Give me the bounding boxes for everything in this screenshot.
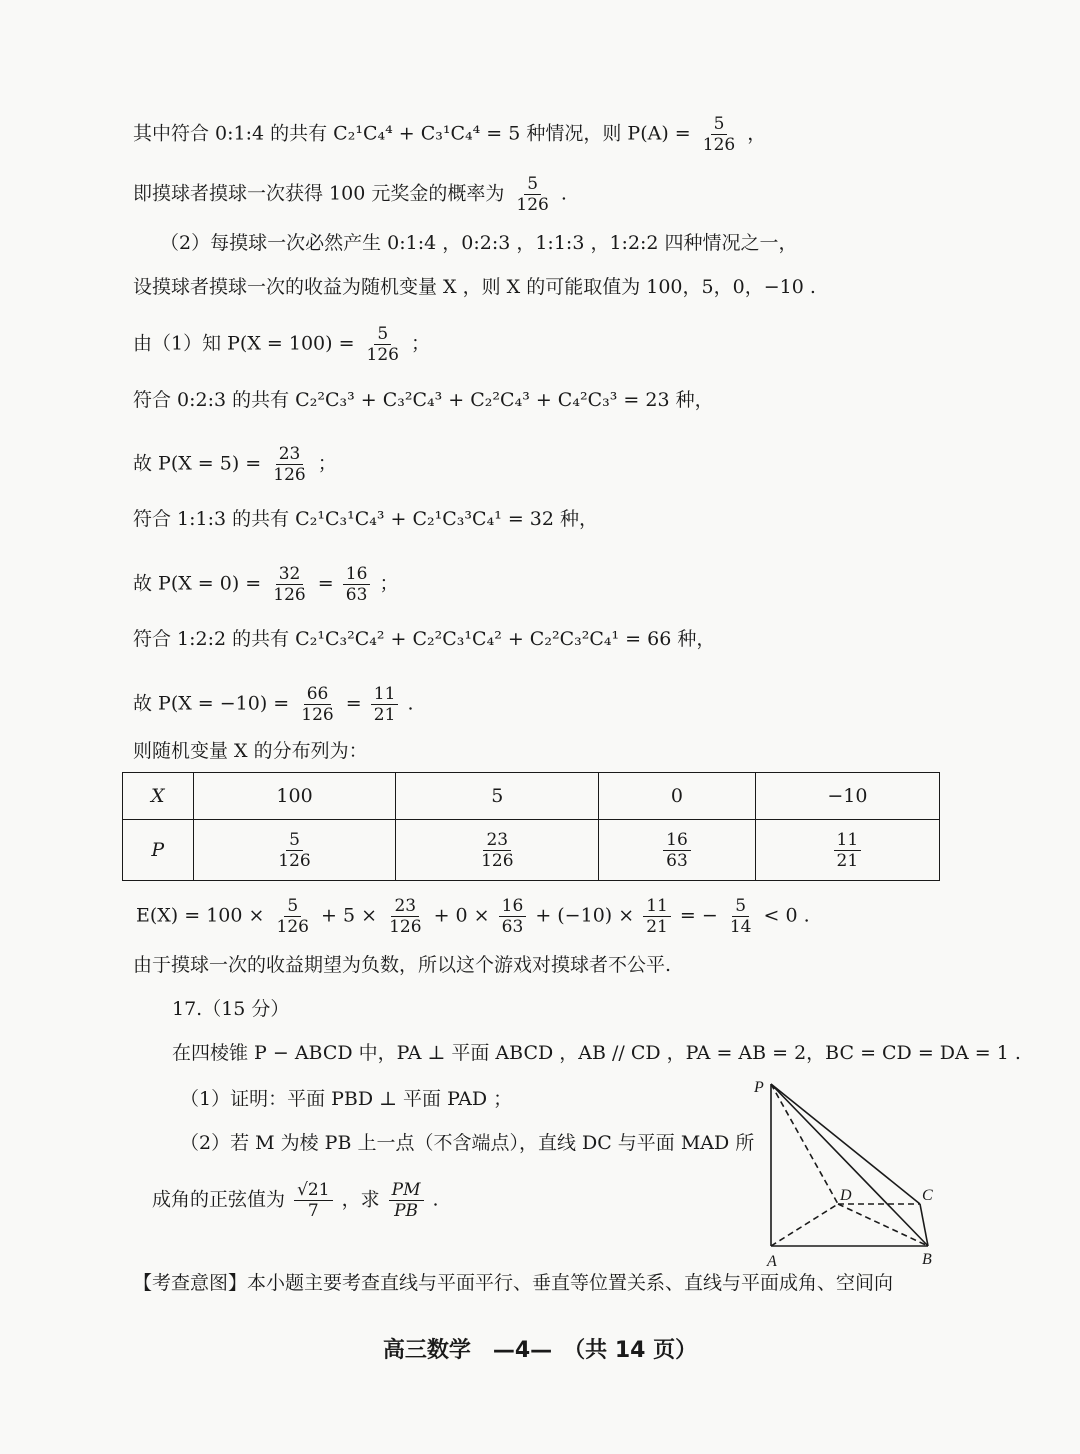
label-D: D <box>840 1187 852 1204</box>
table-cell <box>396 820 599 881</box>
numerator: 16 <box>663 830 691 851</box>
label-C: C <box>922 1187 933 1204</box>
text-segment: 其中符合 0:1:4 的共有 C₂¹C₄⁴ + C₃¹C₄⁴ = 5 种情况，则 P(A) = <box>133 122 691 145</box>
numerator: 66 <box>304 684 332 705</box>
table-cell <box>193 820 396 881</box>
numerator: 11 <box>643 896 671 917</box>
denominator: 126 <box>273 465 306 485</box>
edge-AD <box>771 1204 838 1246</box>
numerator: PM <box>389 1180 424 1201</box>
question-17-part2-cont <box>152 1180 439 1221</box>
text-line-8: 符合 1:1:3 的共有 C₂¹C₃¹C₄³ + C₂¹C₃³C₄¹ = 32 种， <box>133 508 599 530</box>
numerator: 16 <box>343 564 371 585</box>
denominator: 21 <box>646 917 668 937</box>
text-segment: 故 P(X = 0) = <box>133 572 262 595</box>
text-segment: = <box>317 572 334 595</box>
denominator: 21 <box>836 850 859 871</box>
edge-PB <box>771 1084 928 1246</box>
denominator: 126 <box>389 917 422 937</box>
question-17-part1: （1）证明：平面 PBD ⊥ 平面 PAD ； <box>180 1088 513 1110</box>
text-line-3: （2）每摸球一次必然产生 0:1:4 ，0:2:3 ，1:1:3 ，1:2:2 四种情况之一， <box>160 232 798 254</box>
numerator: 32 <box>276 564 304 585</box>
denominator: 126 <box>276 917 309 937</box>
denominator: 63 <box>501 917 524 937</box>
denominator: 126 <box>702 135 736 155</box>
table-cell <box>599 820 756 881</box>
edge-PC <box>771 1084 920 1204</box>
fraction <box>386 896 424 937</box>
text-segment: 故 P(X = 5) = <box>133 452 262 475</box>
numerator: 23 <box>391 896 419 917</box>
text-segment: ； <box>379 572 399 595</box>
text-segment: 故 P(X = −10) = <box>133 692 290 715</box>
numerator: 11 <box>834 830 862 851</box>
text-segment: + 5 × <box>321 904 378 927</box>
fraction <box>270 444 308 485</box>
denominator: 126 <box>301 705 334 725</box>
fraction <box>389 1180 424 1221</box>
text-segment: . <box>560 182 567 205</box>
text-line-13: 由于摸球一次的收益期望为负数，所以这个游戏对摸球者不公平. <box>133 954 672 976</box>
text-segment: ， <box>747 122 767 145</box>
denominator: 7 <box>307 1201 319 1221</box>
text-segment: + 0 × <box>433 904 490 927</box>
table-cell: 5 <box>396 773 599 820</box>
text-line-11 <box>133 684 413 725</box>
numerator: √21 <box>294 1180 332 1201</box>
text-segment: 由（1）知 P(X = 100) = <box>133 332 355 355</box>
numerator: 5 <box>711 114 728 135</box>
question-17-part2: （2）若 M 为棱 PB 上一点（不含端点），直线 DC 与平面 MAD 所 <box>180 1132 755 1154</box>
numerator: 5 <box>374 324 391 345</box>
numerator: 23 <box>483 830 511 851</box>
text-segment: < 0 . <box>763 904 810 927</box>
fraction <box>478 830 516 871</box>
numerator: 16 <box>499 896 527 917</box>
text-segment: + (−10) × <box>535 904 635 927</box>
distribution-table <box>122 772 940 881</box>
denominator: 63 <box>345 585 368 605</box>
denominator: 126 <box>481 850 514 871</box>
fraction <box>274 896 312 937</box>
fraction <box>663 830 691 871</box>
label-P: P <box>754 1079 764 1096</box>
table-cell: 100 <box>193 773 396 820</box>
pyramid-figure <box>748 1072 948 1272</box>
numerator: 5 <box>286 830 303 851</box>
text-segment: = − <box>679 904 718 927</box>
label-A: A <box>767 1253 777 1270</box>
fraction <box>298 684 336 725</box>
text-line-7 <box>133 444 337 485</box>
question-17-stem: 在四棱锥 P − ABCD 中，PA ⊥ 平面 ABCD ，AB // CD ，PA = AB = 2，BC = CD = DA = 1 . <box>172 1042 1021 1064</box>
numerator: 5 <box>284 896 301 917</box>
fraction <box>499 896 527 937</box>
text-segment: 即摸球者摸球一次获得 100 元奖金的概率为 <box>133 182 505 205</box>
text-line-9 <box>133 564 398 605</box>
table-cell: P <box>123 820 194 881</box>
numerator: 5 <box>732 896 749 917</box>
table-cell: X <box>123 773 194 820</box>
numerator: 5 <box>524 174 541 195</box>
numerator: 23 <box>276 444 304 465</box>
denominator: 126 <box>366 345 399 365</box>
fraction <box>364 324 402 365</box>
fraction <box>270 564 308 605</box>
denominator: 63 <box>666 850 688 871</box>
text-segment: = <box>345 692 362 715</box>
text-segment: . <box>432 1188 439 1211</box>
table-cell: −10 <box>755 773 939 820</box>
fraction <box>700 114 738 155</box>
text-line-2 <box>133 174 567 215</box>
expectation-line <box>136 896 810 937</box>
denominator: 14 <box>729 917 752 937</box>
denominator: 21 <box>373 705 396 725</box>
text-line-10: 符合 1:2:2 的共有 C₂¹C₃²C₄² + C₂²C₃¹C₄² + C₂²C₃²C₄¹ = 66 种， <box>133 628 716 650</box>
denominator: PB <box>394 1201 419 1221</box>
denominator: 126 <box>516 195 549 215</box>
text-line-6: 符合 0:2:3 的共有 C₂²C₃³ + C₃²C₄³ + C₂²C₄³ + C₄²C₃³ = 23 种， <box>133 389 714 411</box>
text-line-4: 设摸球者摸球一次的收益为随机变量 X ，则 X 的可能取值为 100，5，0，−10 . <box>133 276 816 298</box>
text-segment: . <box>407 692 414 715</box>
page-footer: 高三数学 —4— （共 14 页） <box>382 1338 698 1363</box>
fraction <box>275 830 313 871</box>
text-line-12: 则随机变量 X 的分布列为： <box>133 740 368 762</box>
table-cell <box>755 820 939 881</box>
edge-PD <box>771 1084 838 1204</box>
intent-line: 【考查意图】本小题主要考查直线与平面平行、垂直等位置关系、直线与平面成角、空间向 <box>133 1272 894 1294</box>
label-B: B <box>922 1251 932 1268</box>
fraction <box>643 896 671 937</box>
text-line-1 <box>133 114 766 155</box>
table-row <box>123 773 940 820</box>
denominator: 126 <box>273 585 306 605</box>
fraction <box>727 896 755 937</box>
edge-DB <box>838 1204 928 1246</box>
fraction <box>834 830 862 871</box>
table-cell: 0 <box>599 773 756 820</box>
text-segment: E(X) = 100 × <box>136 904 265 927</box>
question-17-header: 17.（15 分） <box>172 998 290 1020</box>
denominator: 126 <box>278 850 311 871</box>
text-segment: ； <box>317 452 337 475</box>
fraction <box>513 174 551 215</box>
text-segment: 成角的正弦值为 <box>152 1188 286 1211</box>
fraction <box>371 684 399 725</box>
table-row <box>123 820 940 881</box>
numerator: 11 <box>371 684 399 705</box>
text-segment: ，求 <box>341 1188 380 1211</box>
text-line-5 <box>133 324 430 365</box>
text-segment: ； <box>411 332 431 355</box>
fraction <box>294 1180 332 1221</box>
fraction <box>343 564 371 605</box>
